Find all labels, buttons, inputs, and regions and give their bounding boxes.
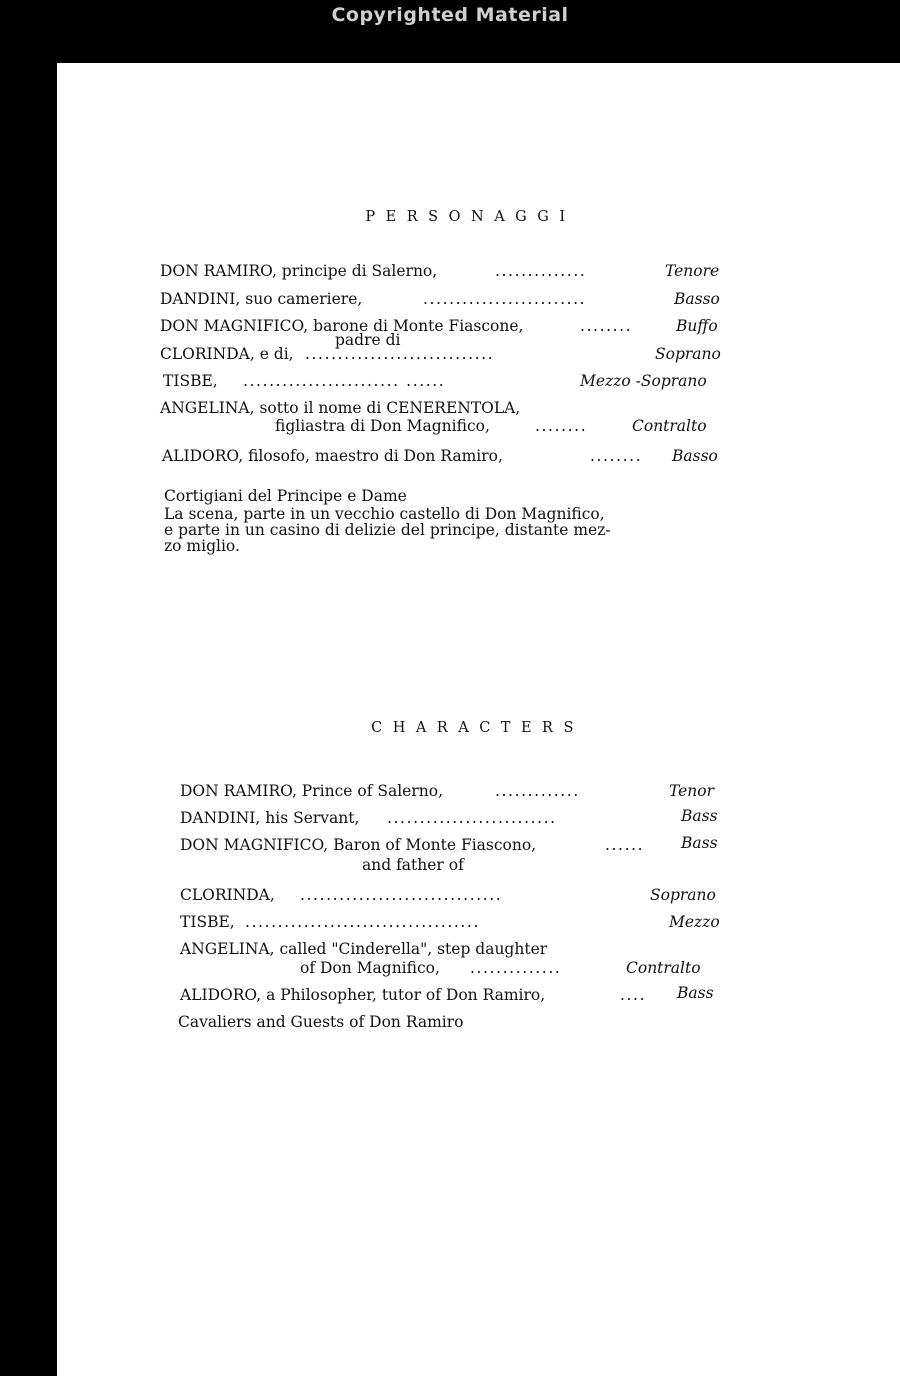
interlinear-note: padre di bbox=[335, 331, 401, 349]
cast-footer-note: Cavaliers and Guests of Don Ramiro bbox=[178, 1013, 464, 1031]
leader-dots: ........ bbox=[535, 417, 588, 435]
cast-entry-name: DANDINI, his Servant, bbox=[180, 809, 360, 827]
voice-type: Mezzo -Soprano bbox=[580, 372, 707, 390]
cast-entry-name: ALIDORO, filosofo, maestro di Don Ramiro, bbox=[162, 447, 503, 465]
scene-note-line: La scena, parte in un vecchio castello di Don Magnifico, bbox=[164, 505, 605, 523]
voice-type: Tenore bbox=[665, 262, 720, 280]
leader-dots: ........ bbox=[580, 317, 633, 335]
copyright-banner: Copyrighted Material bbox=[331, 4, 569, 26]
voice-type: Basso bbox=[672, 447, 718, 465]
scene-note-line: zo miglio. bbox=[164, 537, 240, 555]
cast-entry-name: TISBE, bbox=[163, 372, 218, 390]
cast-entry-name: CLORINDA, bbox=[180, 886, 275, 904]
cast-entry-name: ANGELINA, sotto il nome di CENERENTOLA, bbox=[160, 399, 521, 417]
scene-note-line: e parte in un casino di delizie del principe, distante mez- bbox=[164, 521, 611, 539]
leader-dots: ......................... bbox=[423, 290, 587, 308]
cast-entry-subline: and father of bbox=[362, 856, 464, 874]
voice-type: Basso bbox=[674, 290, 720, 308]
cast-entry-name: DON MAGNIFICO, barone di Monte Fiascone, bbox=[160, 317, 524, 335]
cast-entry-name: ANGELINA, called "Cinderella", step daughter bbox=[180, 940, 548, 958]
voice-type: Soprano bbox=[650, 886, 716, 904]
voice-type: Bass bbox=[681, 807, 718, 825]
leader-dots: ........................ ...... bbox=[243, 372, 446, 390]
cast-entry-subline: of Don Magnifico, bbox=[300, 959, 440, 977]
voice-type: Tenor bbox=[669, 782, 715, 800]
leader-dots: .............. bbox=[470, 959, 562, 977]
voice-type: Buffo bbox=[676, 317, 718, 335]
leader-dots: ...... bbox=[605, 836, 645, 854]
cast-entry-subline: figliastra di Don Magnifico, bbox=[275, 417, 490, 435]
voice-type: Bass bbox=[677, 984, 714, 1002]
leader-dots: .......................... bbox=[387, 809, 557, 827]
cast-entry-name: TISBE, bbox=[180, 913, 235, 931]
leader-dots: .................................... bbox=[245, 913, 480, 931]
leader-dots: ............................... bbox=[300, 886, 503, 904]
leader-dots: ............. bbox=[495, 782, 580, 800]
voice-type: Soprano bbox=[655, 345, 721, 363]
personaggi-heading: PERSONAGGI bbox=[365, 209, 576, 225]
cast-entry-name: DANDINI, suo cameriere, bbox=[160, 290, 363, 308]
voice-type: Contralto bbox=[632, 417, 707, 435]
leader-dots: ............................. bbox=[305, 345, 495, 363]
leader-dots: .... bbox=[620, 986, 647, 1004]
leader-dots: ........ bbox=[590, 447, 643, 465]
cast-entry-name: CLORINDA, e di, bbox=[160, 345, 294, 363]
scene-note-line: Cortigiani del Principe e Dame bbox=[164, 487, 407, 505]
scene-notes bbox=[164, 488, 611, 554]
cast-entry-name: DON MAGNIFICO, Baron of Monte Fiascono, bbox=[180, 836, 537, 854]
voice-type: Contralto bbox=[626, 959, 701, 977]
characters-heading: CHARACTERS bbox=[371, 720, 584, 736]
voice-type: Bass bbox=[681, 834, 718, 852]
cast-entry-name: ALIDORO, a Philosopher, tutor of Don Ramiro, bbox=[180, 986, 546, 1004]
cast-entry-name: DON RAMIRO, principe di Salerno, bbox=[160, 262, 438, 280]
cast-entry-name: DON RAMIRO, Prince of Salerno, bbox=[180, 782, 444, 800]
voice-type: Mezzo bbox=[669, 913, 720, 931]
libretto-page bbox=[57, 63, 900, 1376]
leader-dots: .............. bbox=[495, 262, 587, 280]
